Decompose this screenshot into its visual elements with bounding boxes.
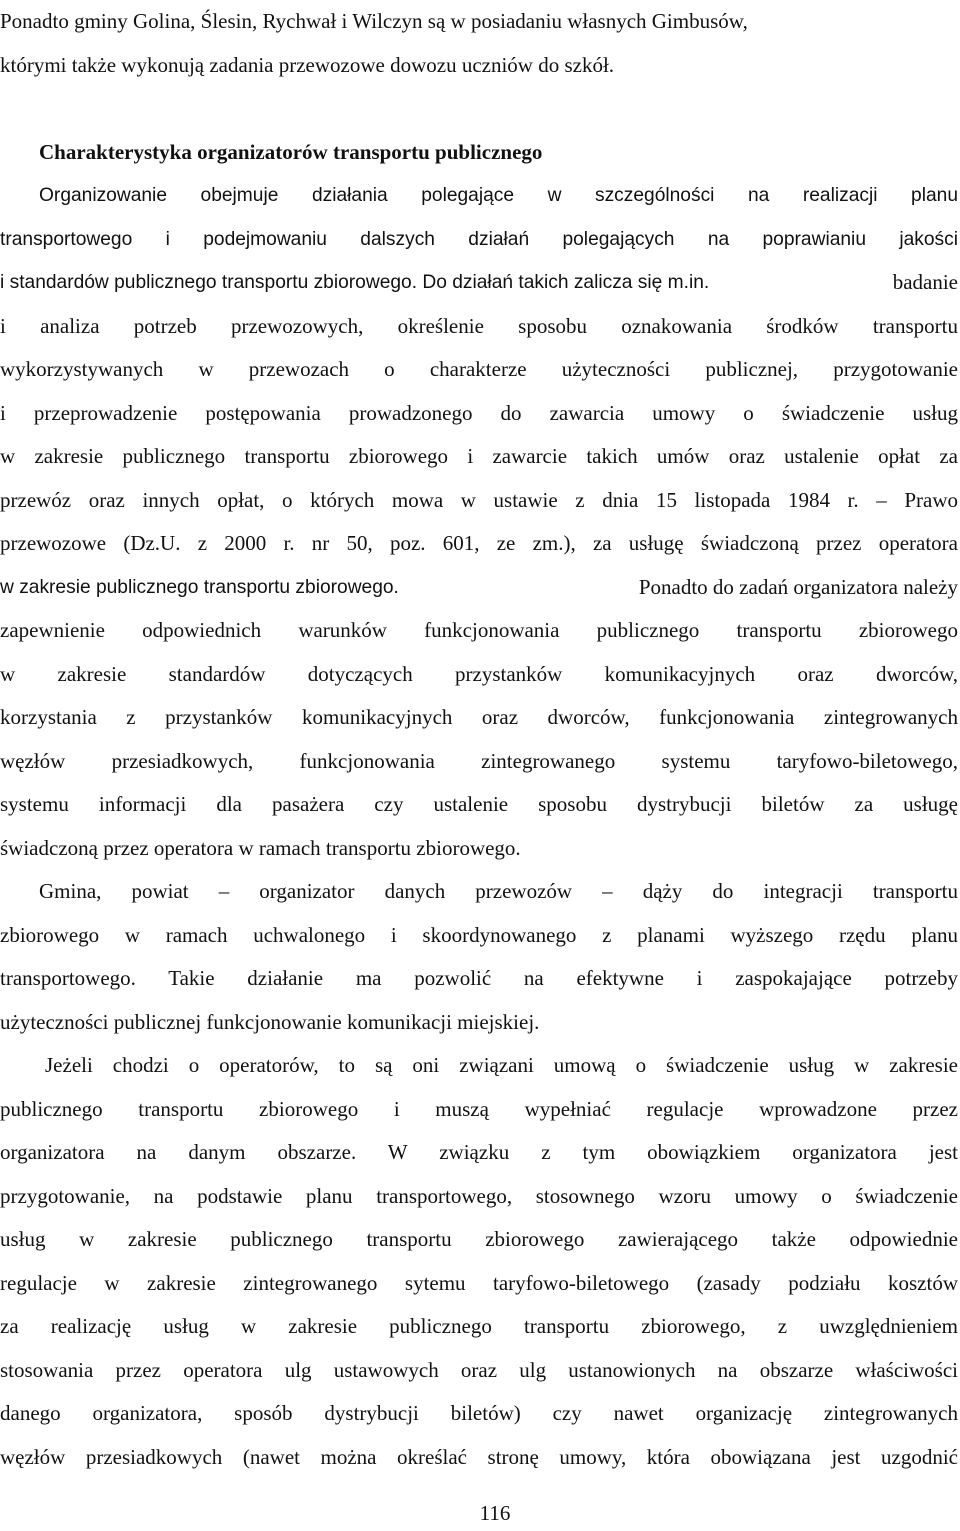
intro-paragraph xyxy=(0,0,958,87)
text-line: którymi także wykonują zadania przewozowe dowozu uczniów do szkół. xyxy=(0,52,615,77)
text-segment: Ponadto do zadań organizatora należy xyxy=(638,574,958,599)
page-number: 116 xyxy=(479,1501,511,1525)
text-line xyxy=(0,566,958,610)
text-line: zapewnienie odpowiednich warunków funkcjonowania publicznego transportu zbiorowego xyxy=(0,618,958,642)
text-line: i przeprowadzenie postępowania prowadzonego do zawarcia umowy o świadczenie usług xyxy=(0,400,958,425)
text-line: przygotowanie, na podstawie planu transportowego, stosownego wzoru umowy o świadczenie xyxy=(0,1183,958,1208)
paragraph-gmina xyxy=(0,870,958,1044)
text-line: usług w zakresie publicznego transportu zbiorowego zawierającego także odpowiednie xyxy=(0,1227,958,1251)
text-line: transportowego i podejmowaniu dalszych działań polegających na poprawianiu jakości xyxy=(0,228,958,250)
text-line: wykorzystywanych w przewozach o charakterze użyteczności publicznej, przygotowanie xyxy=(0,357,958,381)
text-line: przewozowe (Dz.U. z 2000 r. nr 50, poz. 601, ze zm.), za usługę świadczoną przez operatora xyxy=(0,531,958,555)
text-line: stosowania przez operatora ulg ustawowych oraz ulg ustanowionych na obszarze właściwości xyxy=(0,1357,958,1382)
text-line: węzłów przesiadkowych, funkcjonowania zintegrowanego systemu taryfowo-biletowego, xyxy=(0,748,958,773)
text-line xyxy=(0,261,958,305)
text-line: korzystania z przystanków komunikacyjnych oraz dworców, funkcjonowania zintegrowanych xyxy=(0,705,958,729)
text-line: i analiza potrzeb przewozowych, określenie sposobu oznakowania środków transportu xyxy=(0,313,958,338)
text-line: danego organizatora, sposób dystrybucji biletów) czy nawet organizację zintegrowanych xyxy=(0,1401,958,1425)
text-line: publicznego transportu zbiorowego i muszą wypełniać regulacje wprowadzone przez xyxy=(0,1096,958,1121)
text-line: świadczoną przez operatora w ramach transportu zbiorowego. xyxy=(0,835,521,860)
text-line: przewóz oraz innych opłat, o których mowa w ustawie z dnia 15 listopada 1984 r. – Prawo xyxy=(0,487,958,512)
paragraph-spacer xyxy=(0,87,958,131)
text-line: Gmina, powiat – organizator danych przewozów – dąży do integracji transportu xyxy=(39,879,958,903)
text-line: w zakresie publicznego transportu zbiorowego i zawarcie takich umów oraz ustalenie opłat za xyxy=(0,444,958,468)
text-line: w zakresie standardów dotyczących przystanków komunikacyjnych oraz dworców, xyxy=(0,661,958,686)
text-line: Jeżeli chodzi o operatorów, to są oni związani umową o świadczenie usług w zakresie xyxy=(45,1053,958,1077)
text-line: za realizację usług w zakresie publicznego transportu zbiorowego, z uwzględnieniem xyxy=(0,1314,958,1338)
text-segment: badanie xyxy=(892,270,958,294)
text-segment: w zakresie publicznego transportu zbiorowego. xyxy=(0,576,399,598)
paragraph-operatorzy xyxy=(0,1044,958,1479)
text-line: regulacje w zakresie zintegrowanego sytemu taryfowo-biletowego (zasady podziału kosztów xyxy=(0,1270,958,1295)
text-segment: i standardów publicznego transportu zbiorowego. Do działań takich zalicza się m.in. xyxy=(0,272,710,293)
text-line: zbiorowego w ramach uchwalonego i skoordynowanego z planami wyższego rzędu planu xyxy=(0,922,958,947)
text-line: użyteczności publicznej funkcjonowanie komunikacji miejskiej. xyxy=(0,1009,540,1034)
text-line: węzłów przesiadkowych (nawet można określać stronę umowy, która obowiązana jest uzgodnić xyxy=(0,1444,958,1469)
paragraph-organizowanie-cont xyxy=(0,305,958,871)
section-heading: Charakterystyka organizatorów transportu publicznego xyxy=(39,139,543,164)
text-line: transportowego. Takie działanie ma pozwolić na efektywne i zaspokajające potrzeby xyxy=(0,966,958,990)
text-line: systemu informacji dla pasażera czy ustalenie sposobu dystrybucji biletów za usługę xyxy=(0,792,958,816)
text-line: organizatora na danym obszarze. W związku z tym obowiązkiem organizatora jest xyxy=(0,1140,958,1164)
text-line: Organizowanie obejmuje działania polegające w szczególności na realizacji planu xyxy=(39,185,958,206)
paragraph-organizowanie xyxy=(0,174,958,305)
text-line: Ponadto gminy Golina, Ślesin, Rychwał i Wilczyn są w posiadaniu własnych Gimbusów, xyxy=(0,9,748,33)
